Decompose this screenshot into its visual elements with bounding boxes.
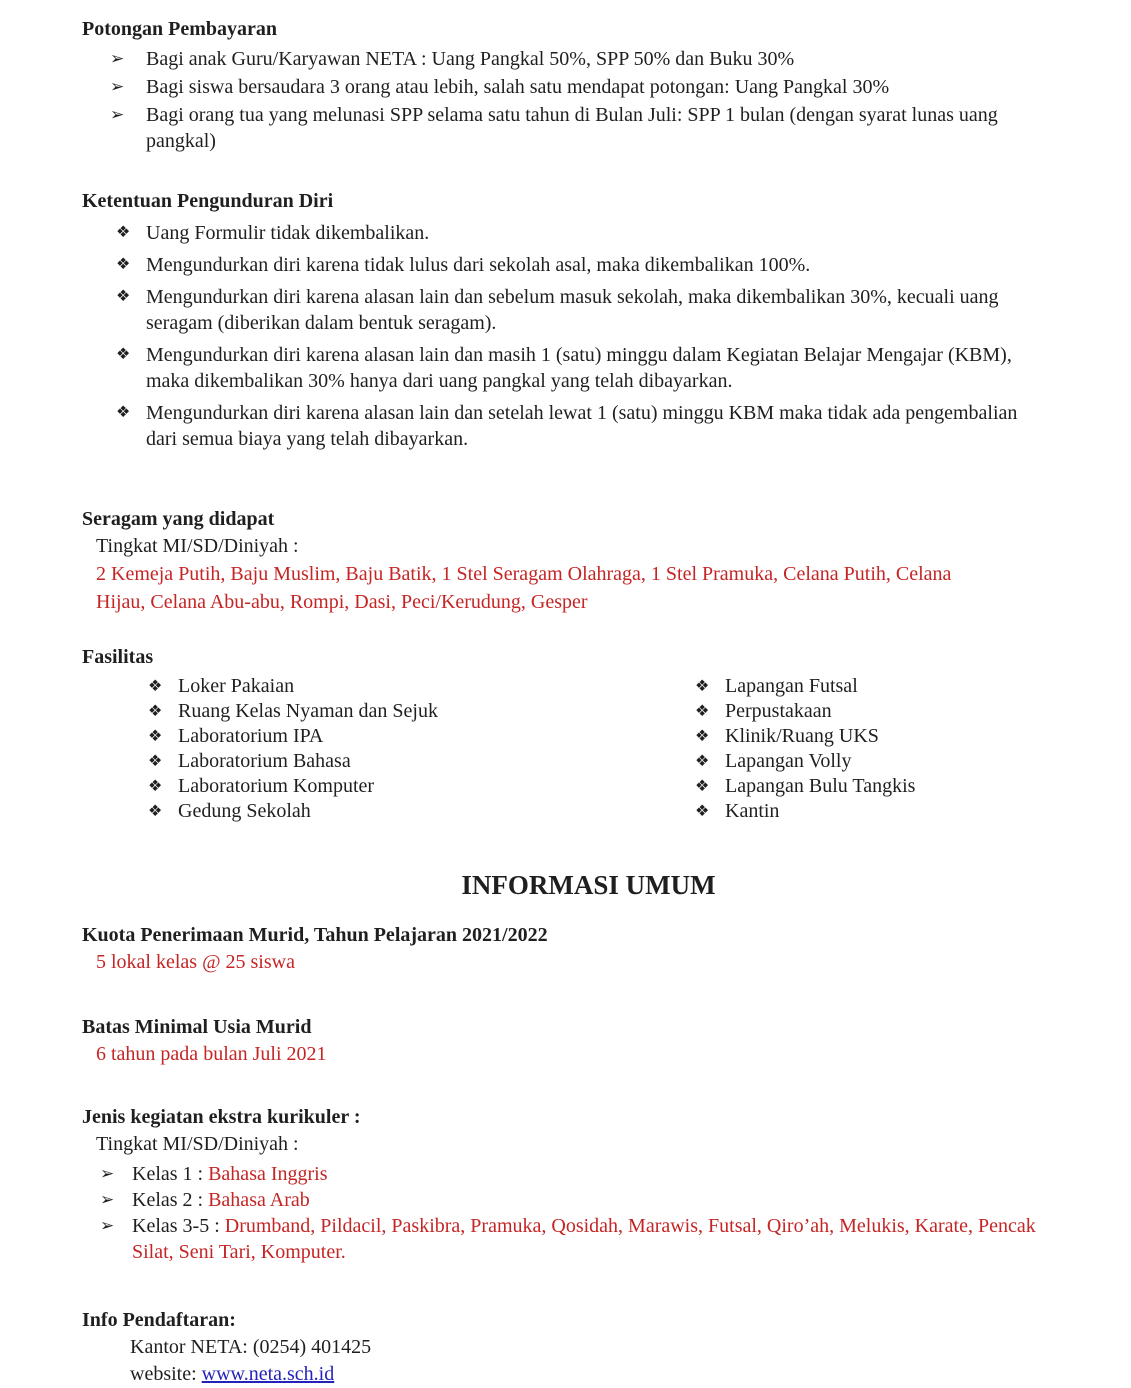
diamond-bullet-icon: ❖ (695, 803, 710, 820)
list-item-text: Klinik/Ruang UKS (725, 725, 879, 747)
section-seragam (82, 506, 1095, 616)
website-line (130, 1361, 1095, 1388)
website-label: website: (130, 1363, 202, 1385)
diamond-bullet-icon: ❖ (148, 678, 163, 695)
list-item-text: Lapangan Volly (725, 750, 852, 772)
list-item-text: Laboratorium Bahasa (178, 750, 351, 772)
list-item-text: Kantin (725, 800, 780, 822)
batas-usia-value: 6 tahun pada bulan Juli 2021 (96, 1043, 327, 1065)
kelas-activities: Drumband, Pildacil, Paskibra, Pramuka, Qosidah, Marawis, Futsal, Qiro’ah, Melukis, Karate, Pencak Silat, Seni Tari, Komputer. (132, 1215, 1036, 1263)
list-item (116, 284, 1095, 336)
list-item-text: Mengundurkan diri karena tidak lulus dari sekolah asal, maka dikembalikan 100%. (146, 254, 811, 276)
list-item (148, 749, 628, 774)
kelas-activities: Bahasa Arab (208, 1189, 310, 1211)
list-item (110, 102, 1095, 154)
list-item (116, 220, 1095, 246)
section-heading-potongan: Potongan Pembayaran (82, 18, 277, 40)
list-item (695, 699, 915, 724)
fasilitas-column-left (148, 674, 628, 824)
section-potongan-pembayaran (82, 16, 1095, 154)
kelas-activities: Bahasa Inggris (208, 1163, 328, 1185)
diamond-bullet-icon: ❖ (148, 703, 163, 720)
diamond-bullet-icon: ❖ (116, 256, 131, 273)
kelas-label: Kelas 2 : (132, 1189, 209, 1211)
arrow-bullet-icon: ➢ (110, 105, 125, 124)
section-heading-batas-usia: Batas Minimal Usia Murid (82, 1016, 312, 1038)
kuota-value: 5 lokal kelas @ 25 siswa (96, 951, 295, 973)
list-item-text: Lapangan Bulu Tangkis (725, 775, 916, 797)
ekstra-list (100, 1161, 1095, 1265)
list-item-text (132, 1187, 310, 1213)
list-item (100, 1161, 1095, 1187)
section-heading-ekstra: Jenis kegiatan ekstra kurikuler : (82, 1106, 361, 1128)
list-item (110, 74, 1095, 100)
arrow-bullet-icon: ➢ (100, 1216, 115, 1235)
list-item (148, 699, 628, 724)
seragam-items-list: 2 Kemeja Putih, Baju Muslim, Baju Batik, 1 Stel Seragam Olahraga, 1 Stel Pramuka, Celana Putih, Celana Hijau, Celana Abu-abu, Rompi, Dasi, Peci/Kerudung, Gesper (96, 563, 952, 613)
list-item (116, 342, 1095, 394)
list-item-text: Ruang Kelas Nyaman dan Sejuk (178, 700, 438, 722)
potongan-list (110, 46, 1095, 154)
diamond-bullet-icon: ❖ (695, 778, 710, 795)
section-heading-info-pendaftaran: Info Pendaftaran: (82, 1309, 236, 1331)
list-item-text: Laboratorium Komputer (178, 775, 375, 797)
section-heading-kuota: Kuota Penerimaan Murid, Tahun Pelajaran 2021/2022 (82, 924, 548, 946)
diamond-bullet-icon: ❖ (148, 778, 163, 795)
arrow-bullet-icon: ➢ (100, 1164, 115, 1183)
list-item (695, 774, 915, 799)
kelas-label: Kelas 3-5 : (132, 1215, 225, 1237)
diamond-bullet-icon: ❖ (116, 224, 131, 241)
section-heading-seragam: Seragam yang didapat (82, 508, 275, 530)
list-item-text: Lapangan Futsal (725, 675, 858, 697)
list-item-text: Laboratorium IPA (178, 725, 324, 747)
office-phone-line: Kantor NETA: (0254) 401425 (130, 1336, 372, 1358)
list-item (148, 799, 628, 824)
list-item-text: Mengundurkan diri karena alasan lain dan setelah lewat 1 (satu) minggu KBM maka tidak ada pengembalian dari semua biaya yang telah dibayarkan. (146, 402, 1018, 450)
diamond-bullet-icon: ❖ (148, 803, 163, 820)
section-ketentuan-pengunduran-diri (82, 188, 1095, 452)
diamond-bullet-icon: ❖ (116, 346, 131, 363)
fasilitas-column-right (695, 674, 915, 824)
fasilitas-columns (82, 674, 1095, 824)
diamond-bullet-icon: ❖ (116, 288, 131, 305)
list-item-text: Uang Formulir tidak dikembalikan. (146, 222, 430, 244)
ketentuan-list (116, 220, 1095, 452)
list-item (110, 46, 1095, 72)
list-item-text: Mengundurkan diri karena alasan lain dan masih 1 (satu) minggu dalam Kegiatan Belajar Mengajar (KBM), maka dikembalikan 30% hanya dari uang pangkal yang telah dibayarkan. (146, 344, 1012, 392)
seragam-level-label: Tingkat MI/SD/Diniyah : (96, 535, 299, 557)
diamond-bullet-icon: ❖ (695, 678, 710, 695)
list-item-text: Gedung Sekolah (178, 800, 311, 822)
diamond-bullet-icon: ❖ (148, 728, 163, 745)
list-item-text: Bagi orang tua yang melunasi SPP selama satu tahun di Bulan Juli: SPP 1 bulan (dengan syarat lunas uang pangkal) (146, 104, 998, 152)
list-item (116, 400, 1095, 452)
website-link[interactable]: www.neta.sch.id (201, 1363, 335, 1385)
section-fasilitas (82, 644, 1095, 824)
arrow-bullet-icon: ➢ (110, 49, 125, 68)
section-kuota (82, 922, 1095, 976)
diamond-bullet-icon: ❖ (695, 753, 710, 770)
section-ekstra-kurikuler (82, 1104, 1095, 1265)
arrow-bullet-icon: ➢ (110, 77, 125, 96)
list-item (100, 1213, 1095, 1265)
list-item (695, 724, 915, 749)
list-item (695, 749, 915, 774)
list-item-text: Perpustakaan (725, 700, 832, 722)
list-item (148, 774, 628, 799)
list-item-text: Mengundurkan diri karena alasan lain dan sebelum masuk sekolah, maka dikembalikan 30%, kecuali uang seragam (diberikan dalam bentuk seragam). (146, 286, 999, 334)
list-item-text: Bagi siswa bersaudara 3 orang atau lebih, salah satu mendapat potongan: Uang Pangkal 30% (146, 76, 890, 98)
list-item (148, 724, 628, 749)
diamond-bullet-icon: ❖ (695, 728, 710, 745)
diamond-bullet-icon: ❖ (116, 404, 131, 421)
list-item-text: Loker Pakaian (178, 675, 295, 697)
arrow-bullet-icon: ➢ (100, 1190, 115, 1209)
list-item (695, 799, 915, 824)
list-item-text (132, 1161, 328, 1187)
list-item (116, 252, 1095, 278)
page-title: INFORMASI UMUM (461, 870, 716, 900)
list-item-text (132, 1213, 1037, 1265)
list-item-text: Bagi anak Guru/Karyawan NETA : Uang Pangkal 50%, SPP 50% dan Buku 30% (146, 48, 795, 70)
section-batas-usia (82, 1014, 1095, 1068)
section-heading-ketentuan: Ketentuan Pengunduran Diri (82, 190, 334, 212)
section-heading-fasilitas: Fasilitas (82, 646, 154, 668)
diamond-bullet-icon: ❖ (695, 703, 710, 720)
list-item (695, 674, 915, 699)
kelas-label: Kelas 1 : (132, 1163, 209, 1185)
section-info-pendaftaran (82, 1307, 1095, 1388)
ekstra-level-label: Tingkat MI/SD/Diniyah : (96, 1133, 299, 1155)
diamond-bullet-icon: ❖ (148, 753, 163, 770)
list-item (148, 674, 628, 699)
list-item (100, 1187, 1095, 1213)
